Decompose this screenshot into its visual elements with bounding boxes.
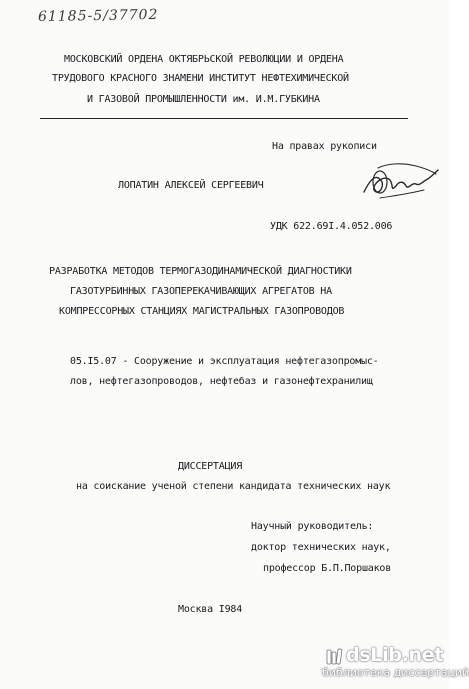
udc-code: УДК 622.69I.4.052.006 (270, 221, 393, 232)
supervisor-degree: доктор технических наук, (251, 542, 391, 553)
author-name: ЛОПАТИН АЛЕКСЕЙ СЕРГЕЕВИЧ (118, 180, 264, 191)
specialty-line-2: лов, нефтегазопроводов, нефтебаз и газонефтехранилищ (70, 376, 373, 387)
supervisor-name: профессор Б.П.Поршаков (263, 563, 392, 574)
stack-of-books-icon (325, 647, 345, 667)
title-line-1: РАЗРАБОТКА МЕТОДОВ ТЕРМОГАЗОДИНАМИЧЕСКОЙ ДИАГНОСТИКИ (49, 266, 352, 277)
degree-line: на соискание ученой степени кандидата технических наук (76, 481, 391, 492)
header-divider (40, 118, 408, 119)
institution-line-2: ТРУДОВОГО КРАСНОГО ЗНАМЕНИ ИНСТИТУТ НЕФТЕХИМИЧЕСКОЙ (52, 73, 349, 84)
author-signature (360, 160, 442, 208)
watermark-site-name[interactable]: dsLib.net (346, 644, 444, 666)
archive-handwritten-number: 61185-5/37702 (37, 6, 159, 26)
manuscript-note: На правах рукописи (272, 141, 377, 152)
document-type-heading: ДИССЕРТАЦИЯ (178, 461, 243, 472)
city-year: Москва I984 (178, 604, 243, 615)
title-line-2: ГАЗОТУРБИННЫХ ГАЗОПЕРЕКАЧИВАЮЩИХ АГРЕГАТОВ НА (70, 286, 332, 297)
specialty-line-1: 05.I5.07 - Сооружение и эксплуатация нефтегазопромыс- (70, 356, 379, 367)
supervisor-label: Научный руководитель: (251, 521, 374, 532)
institution-line-1: МОСКОВСКИЙ ОРДЕНА ОКТЯБРЬСКОЙ РЕВОЛЮЦИИ И ОРДЕНА (64, 54, 344, 65)
institution-line-3: И ГАЗОВОЙ ПРОМЫШЛЕННОСТИ им. И.М.ГУБКИНА (87, 94, 320, 105)
title-line-3: КОМПРЕССОРНЫХ СТАНЦИЯХ МАГИСТРАЛЬНЫХ ГАЗОПРОВОДОВ (59, 306, 345, 317)
watermark-subtitle: библиотека диссертаций (322, 666, 469, 679)
